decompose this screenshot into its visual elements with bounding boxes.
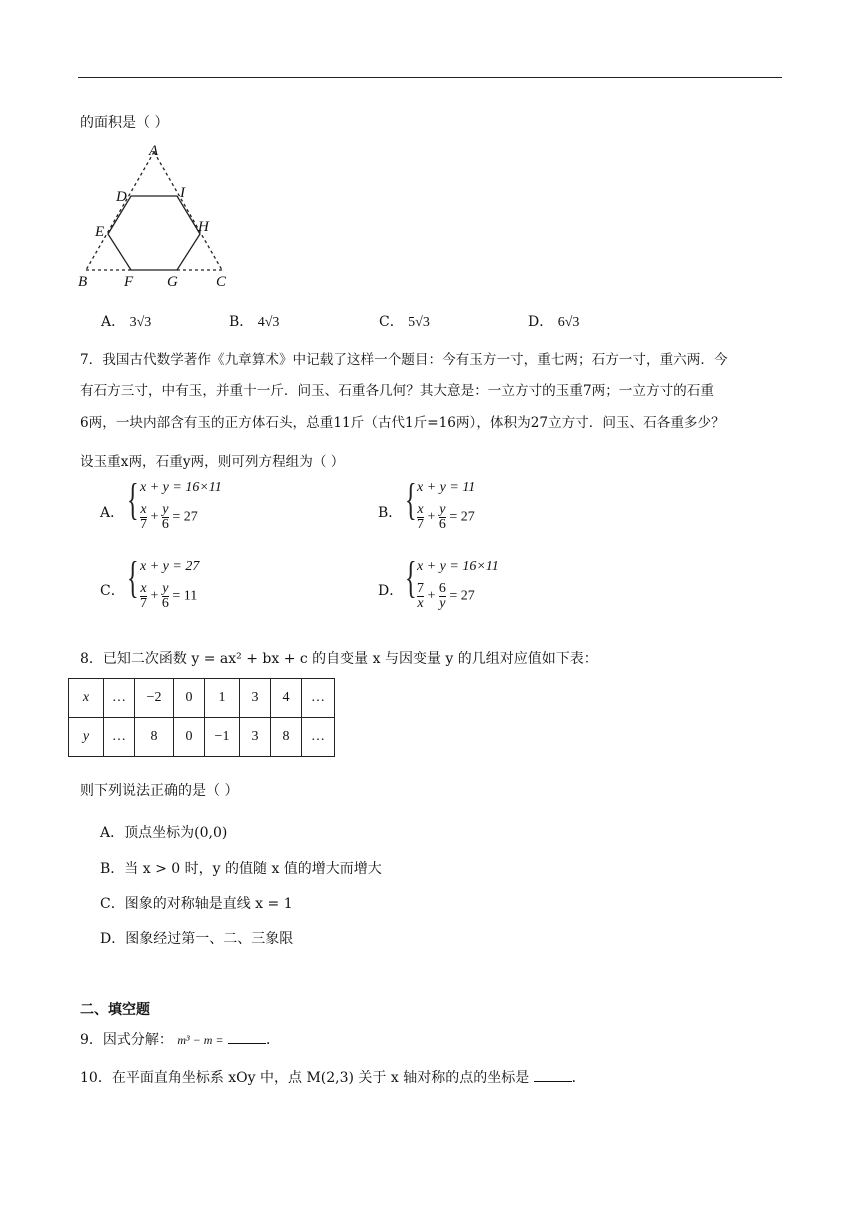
q7-line-4: 设玉重x两，石重y两，则可列方程组为（ ） (80, 454, 345, 470)
table-cell: −2 (135, 679, 174, 718)
table-cell: 0 (174, 718, 205, 757)
table-cell: … (302, 679, 335, 718)
table-cell: 3 (240, 679, 271, 718)
label-A: A (149, 143, 159, 159)
q7-option-b-eq2: $\frac{x}{7}$ + $\frac{y}{6}$ = 27 (417, 502, 475, 532)
label-H: H (198, 219, 209, 235)
q7-option-a-brace: { (127, 475, 139, 524)
label-D: D (116, 189, 127, 205)
q6-option-c: C． 5√3 (379, 314, 430, 330)
q10: 10．在平面直角坐标系 xOy 中，点 M(2,3) 关于 x 轴对称的点的坐标是 ． (80, 1070, 586, 1086)
table-cell: … (104, 679, 135, 718)
table-cell: 0 (174, 679, 205, 718)
q7-option-b-eq1: x + y = 11 (417, 480, 476, 495)
q7-option-d-eq2: $\frac{7}{x}$ + $\frac{6}{y}$ = 27 (417, 581, 475, 611)
table-cell: x (69, 679, 104, 718)
q9-answer-blank[interactable] (228, 1031, 266, 1044)
q6-option-d: D． 6√3 (528, 314, 580, 330)
label-C: C (216, 274, 227, 290)
hexagon-DIHGFE (108, 196, 200, 270)
table-cell: 8 (135, 718, 174, 757)
table-row-x (69, 679, 335, 718)
q8-option-a: A．顶点坐标为(0,0) (100, 825, 228, 841)
q10-answer-blank[interactable] (534, 1069, 572, 1082)
section-fill-in-title: 二、填空题 (80, 1002, 150, 1018)
q7-line-1: 7．我国古代数学著作《九章算术》中记载了这样一个题目：今有玉方一寸，重七两；石方一寸，重六两．今 (80, 352, 728, 368)
q8-followup: 则下列说法正确的是（ ） (80, 783, 239, 799)
q7-option-c-eq2: $\frac{x}{7}$ + $\frac{y}{6}$ = 11 (140, 581, 198, 611)
label-G: G (167, 274, 178, 290)
table-cell: 1 (205, 679, 240, 718)
q8-stem: 8．已知二次函数 y = ax² + bx + c 的自变量 x 与因变量 y 的几组对应值如下表： (80, 651, 598, 667)
q7-option-c-label: C． (100, 583, 125, 599)
q7-option-a-label: A． (100, 505, 125, 521)
q8-option-c: C．图象的对称轴是直线 x = 1 (100, 896, 293, 912)
q7-option-d-eq1: x + y = 16×11 (417, 559, 499, 574)
table-cell: 8 (271, 718, 302, 757)
q7-option-b-brace: { (405, 475, 417, 524)
table-cell: … (302, 718, 335, 757)
header-rule (78, 77, 782, 78)
label-E: E (95, 224, 105, 240)
table-cell: 4 (271, 679, 302, 718)
table-cell: … (104, 718, 135, 757)
table-cell: 3 (240, 718, 271, 757)
label-F: F (124, 274, 134, 290)
q7-option-b-label: B． (378, 505, 403, 521)
hexagon-triangle-figure (76, 138, 246, 296)
q9: 9．因式分解： m³ − m = ． (80, 1032, 280, 1048)
q8-option-d: D．图象经过第一、二、三象限 (100, 931, 294, 947)
q6-stem-tail: 的面积是（ ） (80, 115, 169, 131)
q7-line-2: 有石方三寸，中有玉，并重十一斤．问玉、石重各几何？其大意是：一立方寸的玉重7两；一立方寸的石重 (80, 383, 714, 399)
q7-option-d-label: D． (378, 583, 404, 599)
table-cell: y (69, 718, 104, 757)
label-B: B (78, 274, 88, 290)
q6-option-b: B． 4√3 (229, 314, 280, 330)
label-I: I (180, 185, 185, 201)
q8-option-b: B．当 x > 0 时，y 的值随 x 值的增大而增大 (100, 861, 382, 877)
q6-option-a: A． 3√3 (101, 314, 152, 330)
q7-option-a-eq1: x + y = 16×11 (140, 480, 222, 495)
table-cell: −1 (205, 718, 240, 757)
q7-option-c-eq1: x + y = 27 (140, 559, 200, 574)
q7-option-d-brace: { (405, 553, 417, 602)
q7-option-c-brace: { (127, 553, 139, 602)
table-row-y (69, 718, 335, 757)
q7-line-3: 6两，一块内部含有玉的正方体石头，总重11斤（古代1斤=16两），体积为27立方寸．问玉、石各重多少？ (80, 415, 725, 431)
q7-option-a-eq2: $\frac{x}{7}$ + $\frac{y}{6}$ = 27 (140, 502, 198, 532)
q8-value-table (68, 678, 335, 757)
